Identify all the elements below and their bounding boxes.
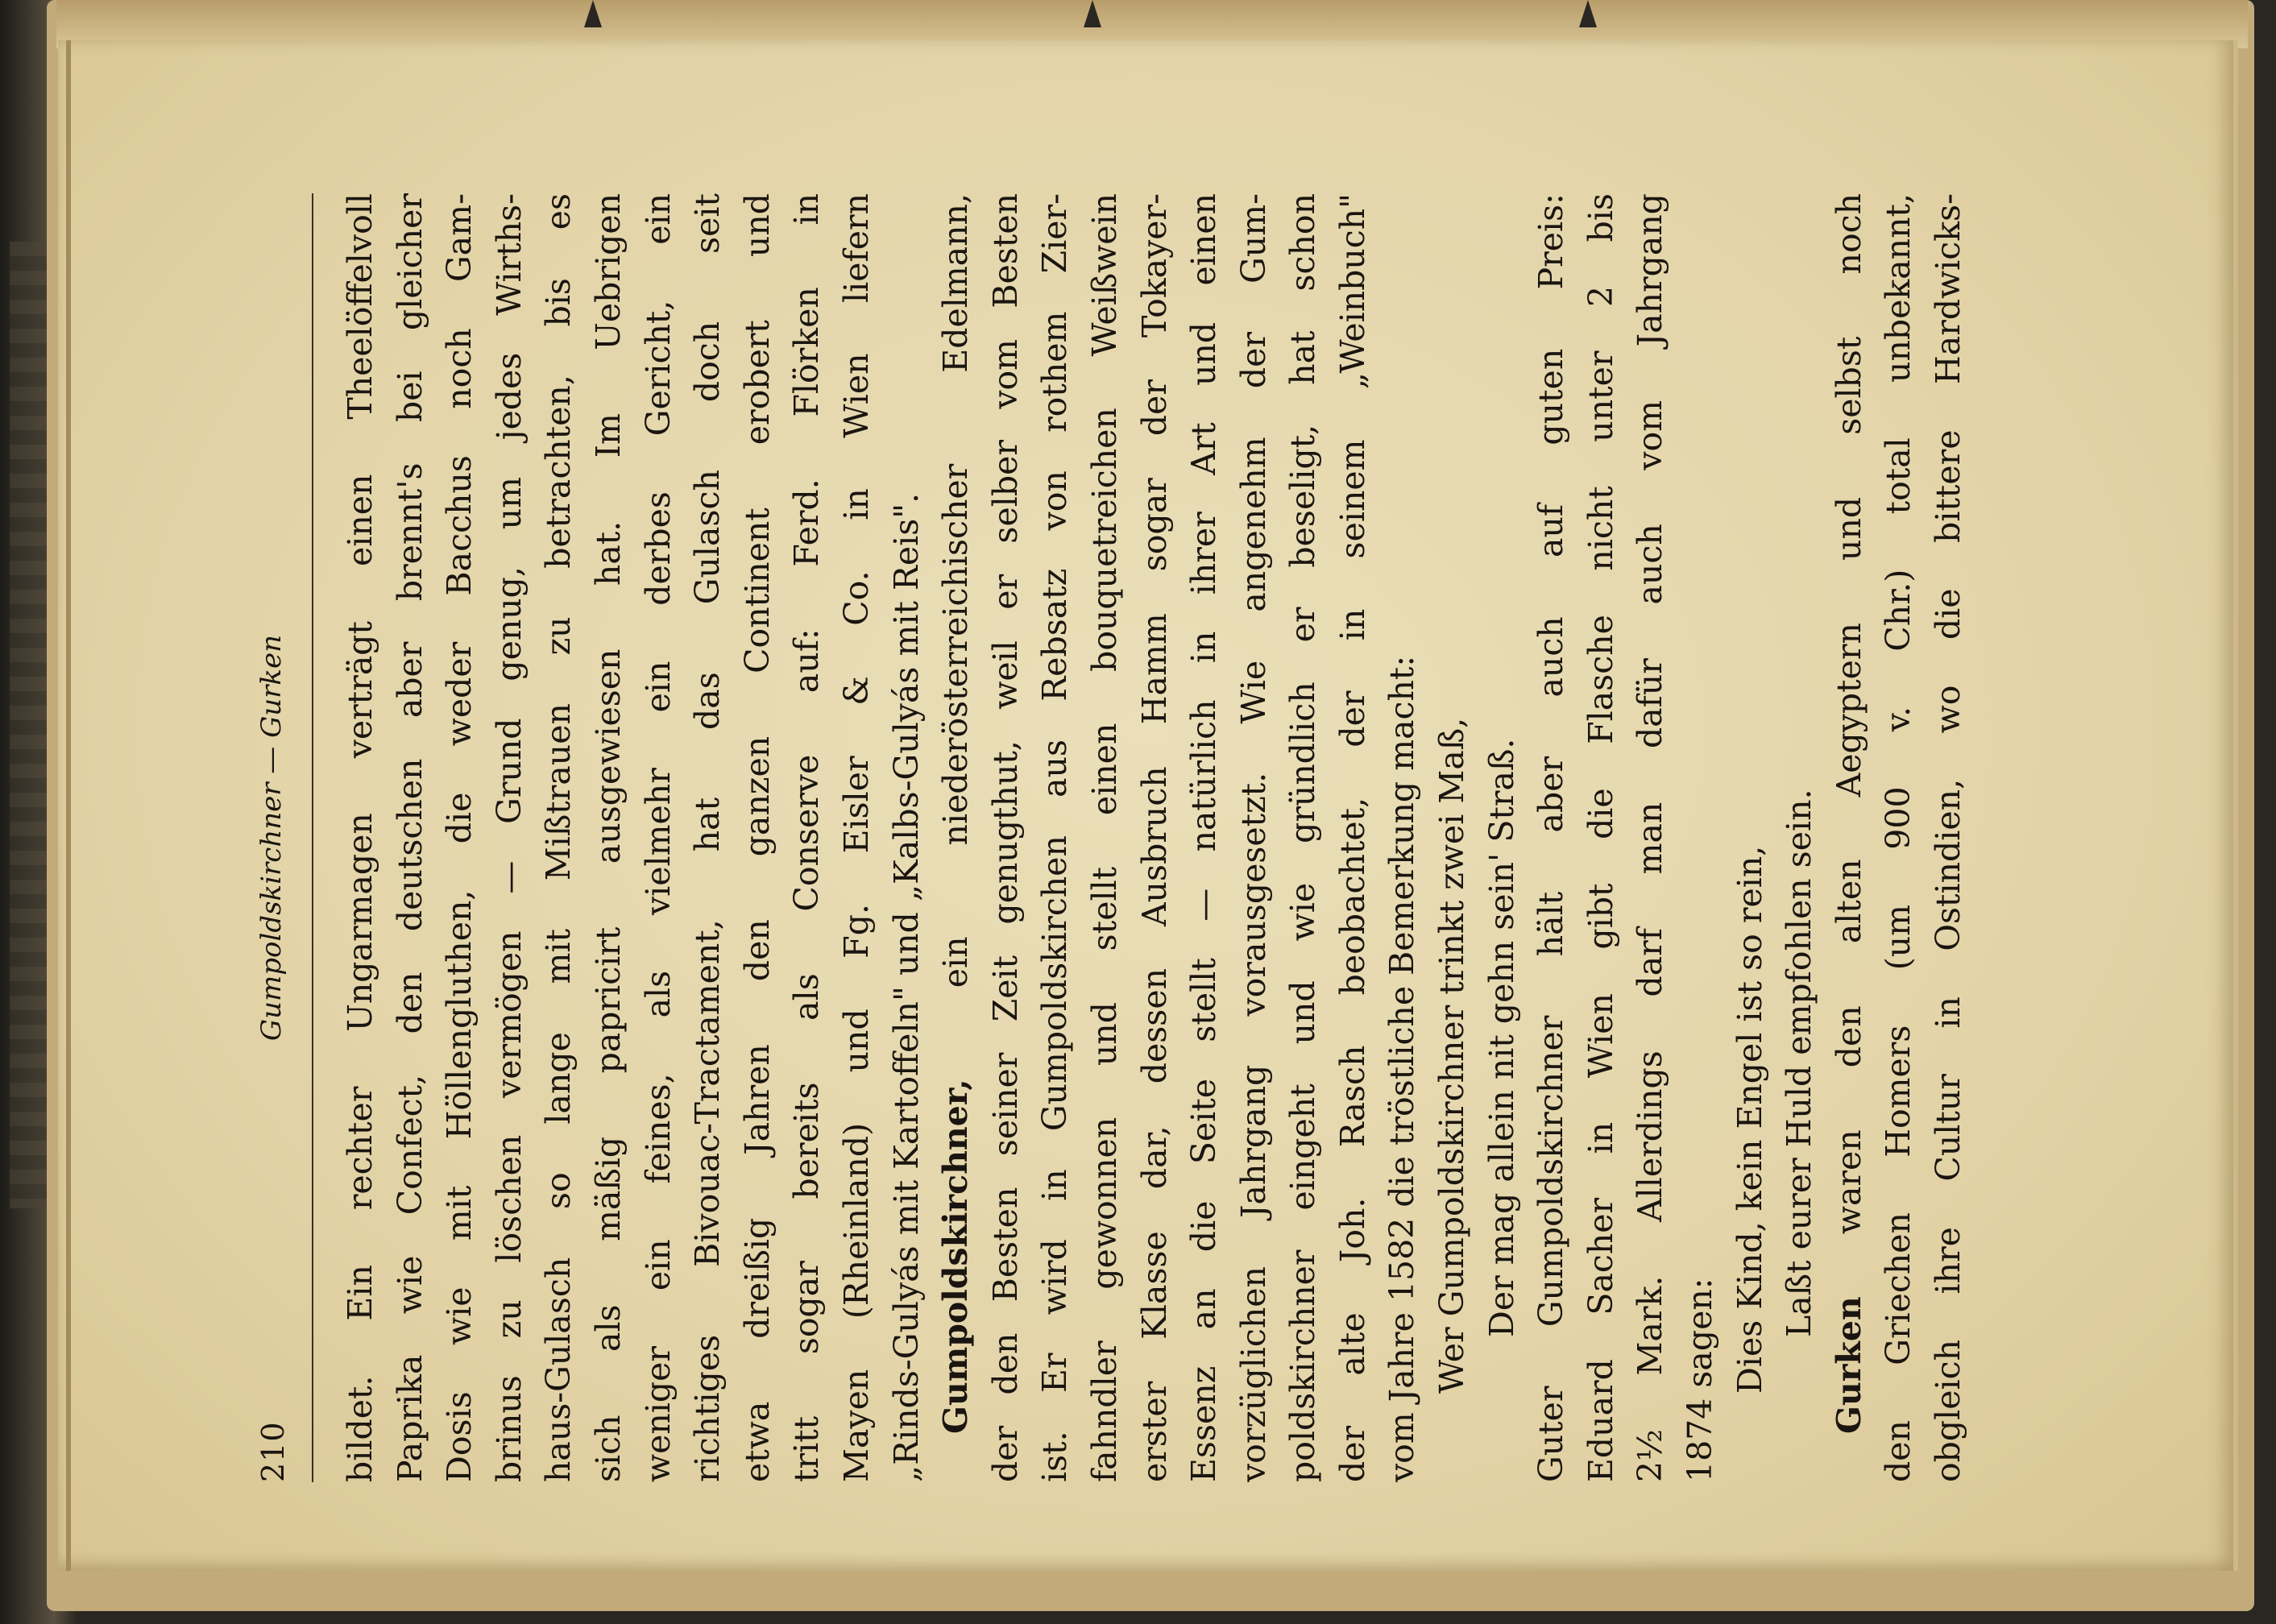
line-text: Eduard Sacher in Wien gibt die Flasche nicht unter 2 bis [1581,193,1620,1482]
text-line [1775,193,1825,1482]
line-text: Der mag allein nit gehn sein' Straß. [1482,738,1521,1337]
text-line [1676,193,1726,1482]
book-page [58,40,2238,1571]
line-text: ist. Er wird in Gumpoldskirchen aus Rebsatz von rothem Zier- [1035,193,1075,1482]
text-line [1279,193,1329,1482]
line-text: Dies Kind, kein Engel ist so rein, [1730,845,1769,1394]
text-line [1179,193,1229,1482]
text-line [981,193,1031,1482]
page-number: 210 [255,1421,291,1482]
text-line [1030,193,1080,1482]
text-line [1577,193,1627,1482]
line-text: weniger ein feines, als vielmehr ein derbes Gericht, ein [638,193,678,1482]
line-text: haus-Gulasch so lange mit Mißtrauen zu betrachten, bis es [539,193,578,1482]
line-text: sich als mäßig papricirt ausgewiesen hat. Im Uebrigen [588,193,628,1482]
text-line [386,193,436,1482]
line-text: Wer Gumpoldskirchner trinkt zwei Maß, [1432,717,1472,1394]
text-line [1626,193,1676,1482]
line-text: der den Besten seiner Zeit genugthut, weil er selber vom Besten [985,193,1025,1482]
page-gutter-line [66,40,71,1571]
line-text: Essenz an die Seite stellt — natürlich in ihrer Art und einen [1184,193,1224,1482]
text-line [882,193,932,1482]
text-line [683,193,733,1482]
text-line [1527,193,1577,1482]
rotated-text-block [255,193,2108,1482]
text-line [1130,193,1180,1482]
line-text: ein niederösterreichischer Edelmann, [936,193,976,1079]
line-text: brinus zu löschen vermögen — Grund genug, um jedes Wirths- [489,193,529,1482]
text-line [1229,193,1279,1482]
line-text: erster Klasse dar, dessen Ausbruch Hamm sogar der Tokayer- [1134,193,1174,1482]
text-line [1825,193,1875,1482]
text-line [584,193,634,1482]
text-line [1329,193,1378,1482]
text-line [1924,193,1974,1482]
text-line [733,193,783,1482]
dictionary-term: Gurken [1829,1296,1868,1434]
text-line [485,193,535,1482]
line-text: vom Jahre 1582 die tröstliche Bemerkung macht: [1383,655,1422,1482]
line-text: Laßt eurer Huld empfohlen sein. [1780,789,1819,1337]
line-text: waren den alten Aegyptern und selbst noch [1829,193,1868,1297]
line-text: vorzüglichen Jahrgang vorausgesetzt. Wie angenehm der Gum- [1233,193,1273,1482]
line-text: Paprika wie Confect, den deutschen aber brennt's bei gleicher [390,193,429,1482]
text-line [1478,193,1528,1482]
line-text: bildet. Ein rechter Ungarmagen verträgt einen Theelöffelvoll [341,193,379,1482]
line-text: der alte Joh. Rasch beobachtet, der in seinem „Weinbuch" [1333,193,1372,1482]
line-text: fahndler gewonnen und stellt einen bouquetreichen Weißwein [1084,193,1124,1482]
line-text: poldskirchner eingeht und wie gründlich er beseligt, hat schon [1283,193,1323,1482]
text-line [1378,193,1428,1482]
text-line [931,193,981,1482]
text-line [1080,193,1130,1482]
dictionary-term: Gumpoldskirchner, [936,1079,976,1434]
line-text: richtiges Bivouac-Tractament, hat das Gulasch doch seit [688,193,728,1482]
line-text: Mayen (Rheinland) und Fg. Eisler & Co. in Wien liefern [836,193,876,1482]
text-line [435,193,485,1482]
page-header [255,193,312,1482]
line-text: Guter Gumpoldskirchner hält aber auch auf guten Preis: [1532,193,1571,1482]
text-line [634,193,684,1482]
text-line [534,193,584,1482]
text-line [1726,193,1776,1482]
header-rule [312,193,313,1482]
line-text: den Griechen Homers (um 900 v. Chr.) total unbekannt, [1879,193,1918,1482]
line-text: obgleich ihre Cultur in Ostindien, wo die bittere Hardwicks- [1929,193,1967,1482]
line-text: 1874 sagen: [1681,1278,1720,1482]
text-line [782,193,832,1482]
line-text: tritt sogar bereits als Conserve auf: Ferd. Flörken in [787,193,827,1482]
text-line [336,193,386,1482]
line-text: 2½ Mark. Allerdings darf man dafür auch vom Jahrgang [1631,193,1670,1482]
text-line [1428,193,1478,1482]
body-text [336,193,1974,1482]
line-text: Dosis wie mit Höllengluthen, die weder Bacchus noch Gam- [440,193,479,1482]
text-line [832,193,882,1482]
running-title: Gumpoldskirchner — Gurken [255,634,288,1042]
line-text: „Rinds-Gulyás mit Kartoffeln" und „Kalbs-Gulyás mit Reis". [886,492,926,1482]
text-line [1874,193,1924,1482]
line-text: etwa dreißig Jahren den ganzen Continent erobert und [737,193,777,1482]
